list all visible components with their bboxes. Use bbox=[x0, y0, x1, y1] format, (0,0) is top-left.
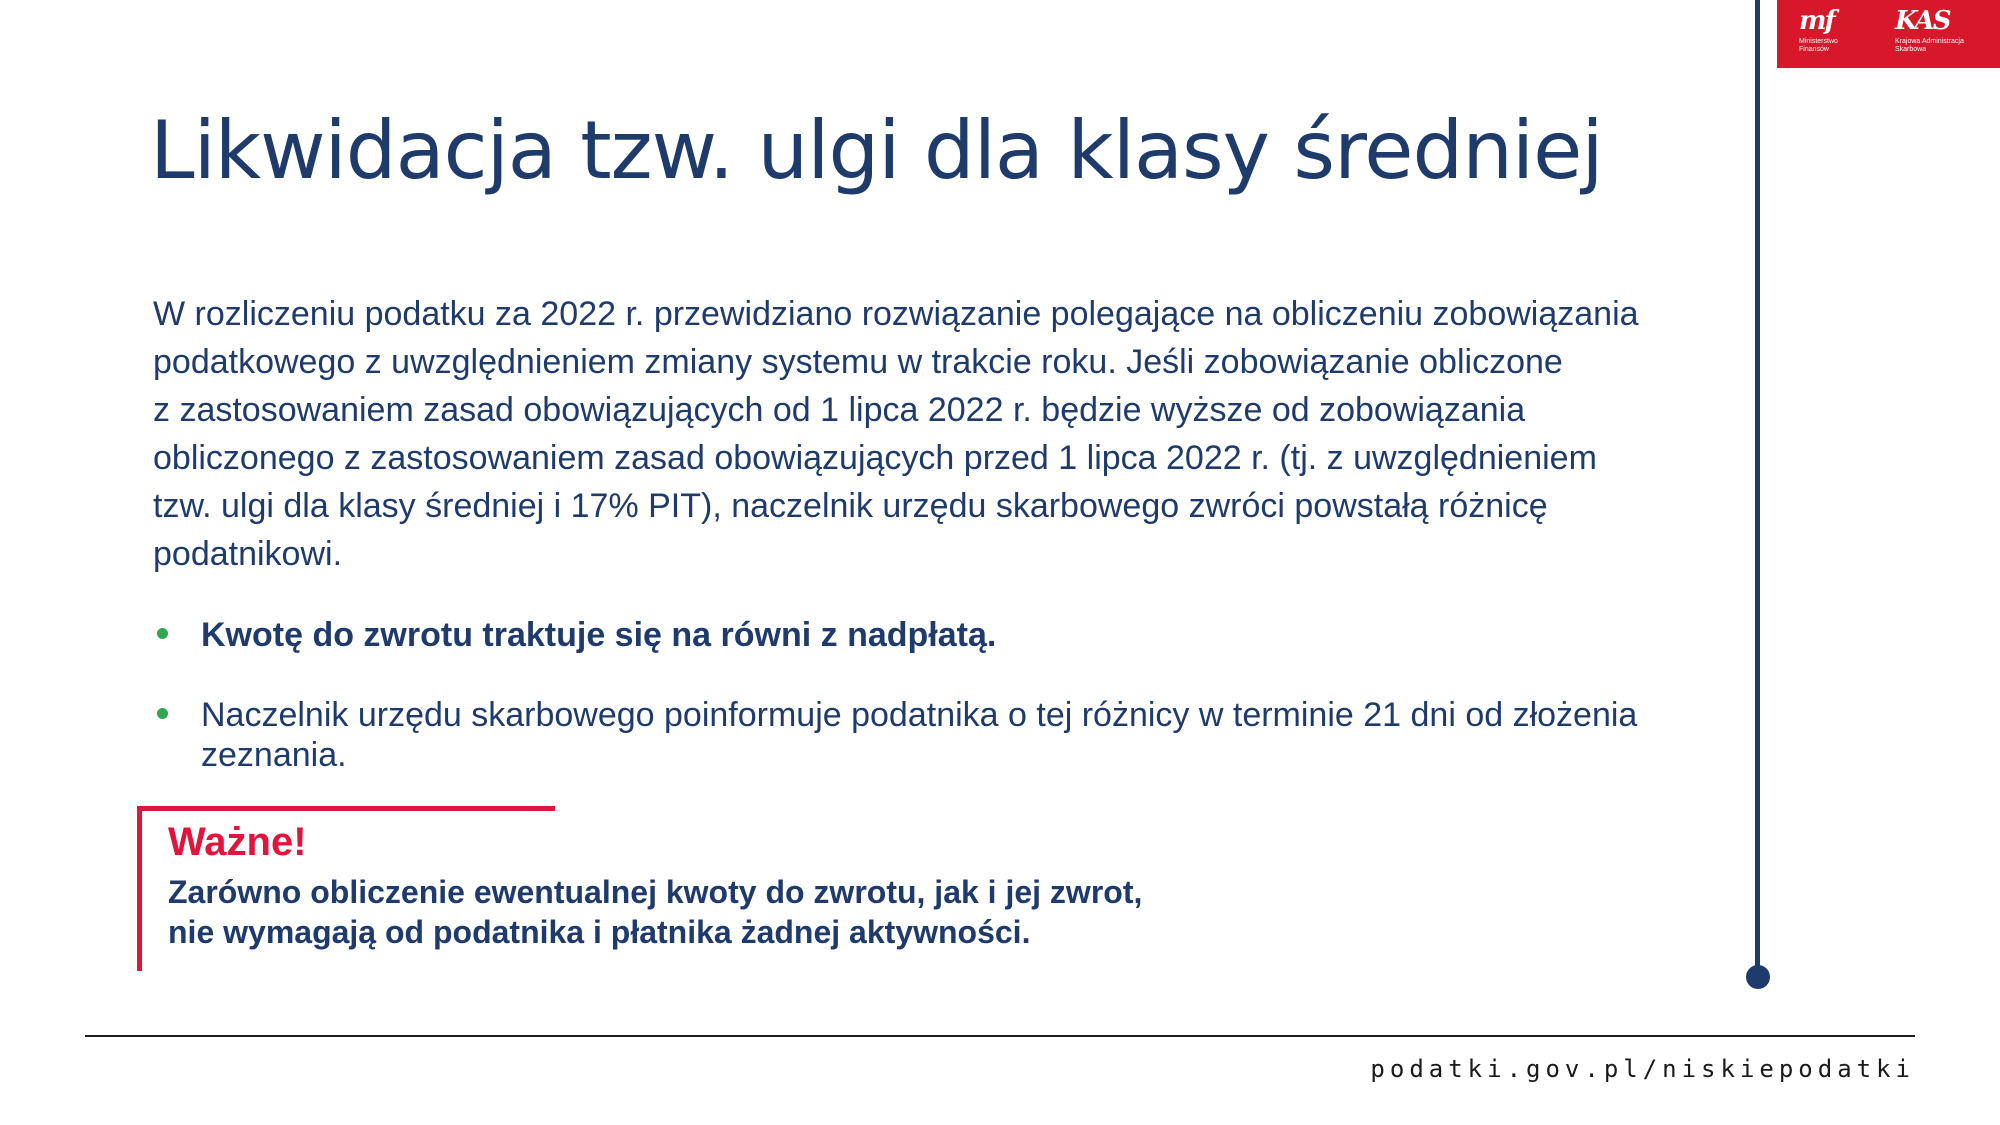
callout-line: nie wymagają od podatnika i płatnika żadnej aktywności. bbox=[168, 914, 1031, 950]
footer-divider bbox=[85, 1035, 1915, 1037]
paragraph-line: tzw. ulgi dla klasy średniej i 17% PIT), naczelnik urzędu skarbowego zwróci powstałą różnicę bbox=[153, 487, 1548, 525]
timeline-dot bbox=[1746, 965, 1770, 989]
paragraph-line: podatnikowi. bbox=[153, 535, 343, 573]
important-callout bbox=[137, 806, 1242, 971]
intro-paragraph bbox=[153, 290, 1693, 578]
timeline-line bbox=[1755, 0, 1760, 970]
mf-logo-mark: mf bbox=[1799, 6, 1834, 36]
list-item-text: Naczelnik urzędu skarbowego poinformuje podatnika o tej różnicy w terminie 21 dni od złożenia zeznania. bbox=[201, 696, 1638, 774]
paragraph-line: obliczonego z zastosowaniem zasad obowiązujących przed 1 lipca 2022 r. (tj. z uwzględnieniem bbox=[153, 439, 1597, 477]
callout-text bbox=[168, 872, 1142, 952]
footer-url: podatki.gov.pl/niskiepodatki bbox=[1370, 1055, 1915, 1083]
kas-logo-icon bbox=[1895, 8, 1964, 54]
mf-logo-icon bbox=[1799, 8, 1838, 54]
bullet-list bbox=[153, 615, 1723, 775]
paragraph-line: W rozliczeniu podatku za 2022 r. przewidziano rozwiązanie polegające na obliczeniu zobowiązania bbox=[153, 295, 1639, 333]
callout-accent-line bbox=[142, 806, 555, 811]
paragraph-line: z zastosowaniem zasad obowiązujących od 1 lipca 2022 r. będzie wyższe od zobowiązania bbox=[153, 391, 1526, 429]
bullet-dot-icon bbox=[157, 708, 168, 719]
kas-logo-caption-line: Skarbowa bbox=[1895, 46, 1927, 53]
mf-logo-caption bbox=[1799, 38, 1838, 54]
page-title: Likwidacja tzw. ulgi dla klasy średniej bbox=[150, 104, 1603, 197]
mf-logo-caption-line: Finansów bbox=[1799, 46, 1829, 53]
mf-logo-caption-line: Ministerstwo bbox=[1799, 38, 1838, 45]
callout-title: Ważne! bbox=[168, 820, 307, 864]
kas-logo-caption bbox=[1895, 38, 1964, 54]
list-item-text: Kwotę do zwrotu traktuje się na równi z nadpłatą. bbox=[201, 616, 997, 654]
bullet-dot-icon bbox=[157, 628, 168, 639]
list-item bbox=[153, 695, 1723, 775]
kas-logo-caption-line: Krajowa Administracja bbox=[1895, 38, 1964, 45]
logo-bar bbox=[1777, 0, 2000, 68]
paragraph-line: podatkowego z uwzględnieniem zmiany systemu w trakcie roku. Jeśli zobowiązanie obliczone bbox=[153, 343, 1563, 381]
list-item bbox=[153, 615, 1723, 655]
kas-logo-mark: KAS bbox=[1895, 6, 1950, 36]
callout-line: Zarówno obliczenie ewentualnej kwoty do zwrotu, jak i jej zwrot, bbox=[168, 874, 1143, 910]
